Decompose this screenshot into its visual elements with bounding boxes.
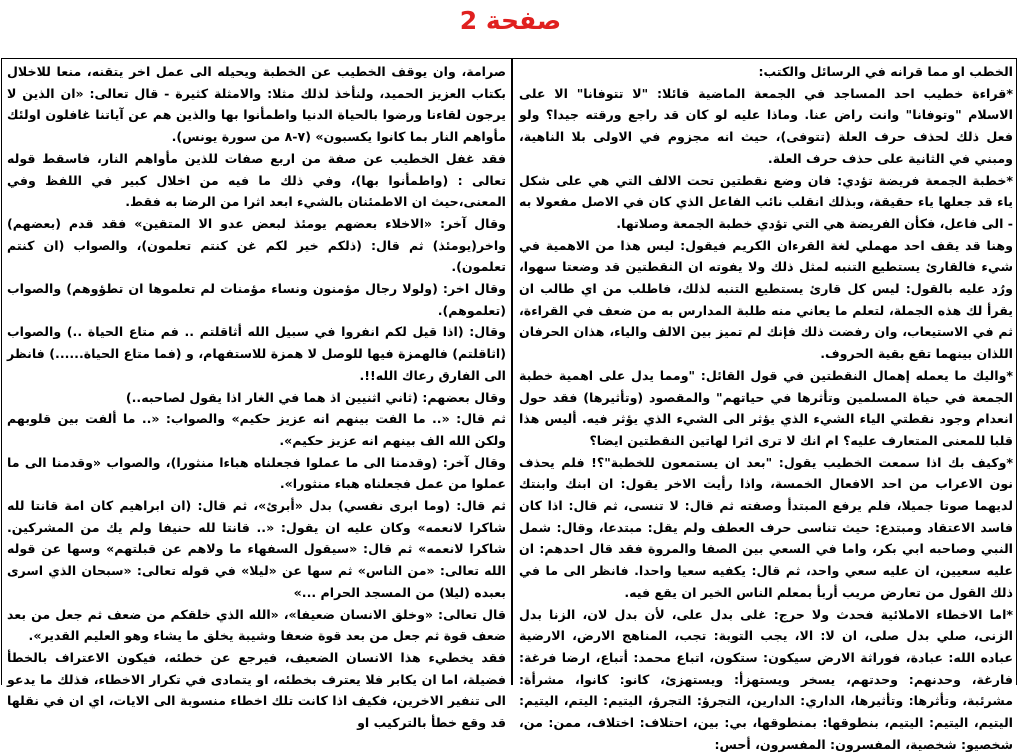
paragraph: وقال بعضهم: (ثاني اثنيين اذ هما في الغار اذا يقول لصاحبه..) bbox=[125, 389, 506, 405]
column-divider bbox=[511, 59, 513, 685]
paragraph: الخطب او مما قرانه في الرسائل والكتب: bbox=[758, 64, 1013, 79]
paragraph: وقال آخر: (وقدمنا الى ما عملوا فجعلناه هباءا منثورا)، والصواب «وقدمنا الى ما عملوا من عمل فجعلناه هباء منثورا». bbox=[7, 454, 506, 492]
right-column bbox=[519, 61, 1013, 752]
paragraph: ثم قال: (وما ابرى نفسي) بدل «أبرئ»، ثم قال: (ان ابراهيم كان امة قانتا لله شاكرا لانعمه» وكان عليه ان يقول: «.. قانتا لله حنيفا ولم يك من المشركين. شاكرا لانعمه» ثم قال: «سيقول السفهاء ما ولاهم عن قبلتهم» وسها عن قوله الله تعالى: «من الناس» ثم سها عن «ليلا» في قوله تعالى: «سبحان الذي اسرى بعبده (ليلا) من المسجد الحرام ...» bbox=[7, 498, 506, 600]
page-title: صفحة 2 bbox=[459, 6, 562, 35]
paragraph: فقد غفل الخطيب عن صفة من اربع صفات للذين مأواهم النار، فاسقط قوله تعالى : (واطمأنوا بها)، وفي ذلك ما فيه من اخلال كبير في اللفظ وفي المعنى،حيث ان الاطمئنان بالشيء ابعد اثرا من الرضا به فقط. bbox=[7, 150, 506, 210]
paragraph: *خطبة الجمعة فريضة تؤدي: فان وضع نقطتين تحت الالف التي هي على شكل ياء قد جعلها ياء حقيقة، وبذلك انقلب نائب الفاعل الذي كان في الاصل مفعولا به - الى فاعل، فكأن الفريضة هي التي تؤدي خطبة الجمعة وصلاتها. bbox=[519, 172, 1013, 231]
paragraph: *قراءة خطيب احد المساجد في الجمعة الماضية قائلا: "لا تتوفانا" الا على الاسلام "وتوفانا" وانت راض عنا. وماذا عليه لو كان قد راجع ورقته جيدا؟ ولو فعل ذلك لحذف حرف العلة (تتوفى)، حيث انه مجزوم في الاولى بلا الناهية، ومبني في الثانية على حذف حرف العلة. bbox=[519, 85, 1013, 166]
paragraph: قال تعالى: «وخلق الانسان ضعيفا»، «الله الذي خلقكم من ضعف ثم جعل من بعد ضعف قوة ثم جعل من بعد قوة ضعفا وشيبة يخلق ما يشاء وهو العليم القدير». bbox=[7, 606, 506, 644]
paragraph: وقال: (اذا قيل لكم انفروا في سبيل الله أثاقلتم .. فم متاع الحياة ..) والصواب (اثاقلتم) فالهمزة فيها للوصل لا همزة للاستفهام، و (فما متاع الحياة......) فانظر الى الفارق رعاك الله!!. bbox=[7, 324, 506, 383]
paragraph: *اما الاخطاء الاملائية فحدث ولا حرج: غلى بدل على، لأن بدل لان، الزنا بدل الزنى، صلي بدل صلى، ان لا: الا، يجب التوبة: تجب، المناهج الارض، الارضية عباده الله: عبادة، فوراثة الارض سيكون: ستكون، اتباع محمد: أتباع، ارضا فرغة: فارغة، وحدنهم: وحدتهم، يسخر ويستهزأ: ويستهزئ، كانو: كانوا، مشرأة: مشرئبة، وتأثرها: وتأثيرها، الداري: الدارين، التجرؤ: التجرؤ، اليتيم: اليتم، اليتيم: اليتيم، اليتيم: اليتيم، بنطوقها: بمنطوقها، بي: بين، احتلاف: اختلاف، ممن: من، شخصيو: شخصية، المفسرون: المفسرون، أحس: bbox=[519, 606, 1013, 752]
paragraph: وهنا قد يقف احد مهملي لغة القرءان الكريم فيقول: ليس هذا من الاهمية في شيء فالقارئ يستطيع التنبه لمثل ذلك ولا يفوته ان النقطتين قد وضعتا سهوا، ورُد عليه بالقول: ليس كل قارئ يستطيع التنبه لذلك، فاطلب من اي طالب ان يقرأ لك هذه الجملة، لتعلم ما يعاني منه طلبة المدارس به من ضعف في القراءة، ثم في الاستيعاب، وان رفضت ذلك فإنك لم تميز بين الالف والياء، هذان الحرفان اللذان بينهما تقع بقية الحروف. bbox=[519, 237, 1013, 362]
paragraph: *وكيف بك اذا سمعت الخطيب يقول: "بعد ان يستمعون للخطبة"؟! فلم يحذف نون الاعراب من احد الافعال الخمسة، واذا رأيت الاخر يقول: ان ابنك وابنتك لديهما صوتا جميلا، فلم يرفع المبتدأ وصفته ثم قال: لا تنسى، ثم قال: اذا كان فاسد الاعتقاد ومبتدع: حيث تناسى حرف العطف ولم يقل: مبتدعا، وقال: شمل النبي وصاحبه ابي بكر، واما في السعي بين الصفا والمروة فقد قال احدهم: ان عليه سعيين، ان عليه سعي واحد، ثم قال: يكفيه سعيا واحدا. فانظر الى ما في ذلك القول من تعارض مريب أربأ بمعلم الناس الخير ان يقع فيه. bbox=[519, 454, 1013, 600]
paragraph: ثم قال: «.. ما الفت بينهم انه عزيز حكيم» والصواب: «.. ما ألفت بين قلوبهم ولكن الله الف بينهم انه عزيز حكيم». bbox=[7, 411, 506, 448]
paragraph: وقال آخر: «الاخلاء بعضهم يومئذ لبعض عدو الا المتقين» فقد قدم (بعضهم) واخر(يومئذ) ثم قال: (ذلكم خير لكم غن كنتم تعلمون)، والصواب (ان كنتم تعلمون). bbox=[7, 215, 506, 275]
page-frame bbox=[1, 58, 1017, 752]
left-column bbox=[7, 61, 506, 731]
paragraph: فقد يخطيء هذا الانسان الضعيف، فيرجع عن خطئه، فيكون الاعتراف بالخطأ فضيلة، اما ان يكابر فلا يعترف بخطئه، او يتمادى في تكرار الاخطاء، فذلك ما يدعو الى تنفير الاخرين، فكيف اذا كانت تلك اخطاء منسوبة الى الايات، اي ان في نقلها قد وقع خطأ بالتركيب او bbox=[7, 649, 506, 731]
paragraph: صرامة، وان يوقف الخطيب عن الخطبة ويحيله الى عمل اخر يتقنه، منعا للاخلال بكتاب العزيز الحميد، ولنأخذ لذلك مثلا: والامثلة كثيرة - قال تعالى: «ان الذين لا يرجون لقاءنا ورضوا بالحياة الدنيا واطمأنوا بها والذين هم عن آياتنا غافلون اولئك مأواهم النار بما كانوا يكسبون» (٧-٨ من سورة يونس). bbox=[7, 64, 506, 145]
paragraph: *واليك ما يعمله إهمال النقطتين في قول القائل: "ومما يدل على اهمية خطبة الجمعة في حياة المسلمين وتأثرها في حياتهم" والمقصود (وتأثيرها) فقد حول انعدام وجود نقطتي الياء الشيء الذي يؤثر الى الشيء الذي يؤثر فيه. أليس هذا قلبا للمعنى المتعارف عليه؟ ام انك لا ترى اثرا لهاتين النقطتين ايضا؟ bbox=[519, 367, 1013, 448]
paragraph: وقال اخر: (ولولا رجال مؤمنون ونساء مؤمنات لم تعلموها ان تطؤوهم) والصواب (تعلموهم). bbox=[7, 281, 506, 318]
